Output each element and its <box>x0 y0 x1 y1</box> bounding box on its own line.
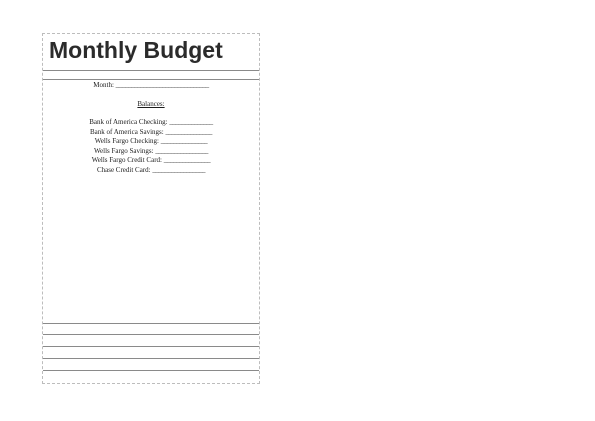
account-blank-line: _______________ <box>160 137 208 146</box>
divider <box>43 358 259 359</box>
divider <box>43 323 259 324</box>
account-row-boa-savings <box>43 128 259 138</box>
account-blank-line: _______________ <box>165 127 212 136</box>
balances-heading: Balances: <box>137 100 165 108</box>
account-label: Wells Fargo Savings: <box>93 146 154 155</box>
divider <box>43 70 259 71</box>
account-row-boa-checking <box>43 118 259 128</box>
month-field <box>43 81 259 89</box>
account-label: Chase Credit Card: <box>96 165 151 174</box>
page-title: Monthly Budget <box>49 37 223 63</box>
account-label: Wells Fargo Credit Card: <box>91 156 162 165</box>
account-blank-line: _______________ <box>163 156 211 165</box>
account-blank-line: _________________ <box>152 165 206 174</box>
account-label: Wells Fargo Checking: <box>94 137 159 146</box>
account-row-wf-checking <box>43 137 259 147</box>
account-row-wf-savings <box>43 147 259 157</box>
divider <box>43 370 259 371</box>
budget-sheet <box>42 33 260 384</box>
divider <box>43 334 259 335</box>
account-blank-line: ______________ <box>169 118 213 126</box>
account-row-wf-credit-card <box>43 156 259 166</box>
account-blank-line: _________________ <box>155 146 209 155</box>
divider <box>43 346 259 347</box>
balances-list <box>43 118 259 176</box>
account-label: Bank of America Checking: <box>89 118 168 126</box>
month-blank-line: ______________________________ <box>115 81 209 89</box>
account-row-chase-credit-card <box>43 166 259 176</box>
month-label: Month: <box>93 81 114 89</box>
account-label: Bank of America Savings: <box>90 127 164 136</box>
divider <box>43 79 259 80</box>
